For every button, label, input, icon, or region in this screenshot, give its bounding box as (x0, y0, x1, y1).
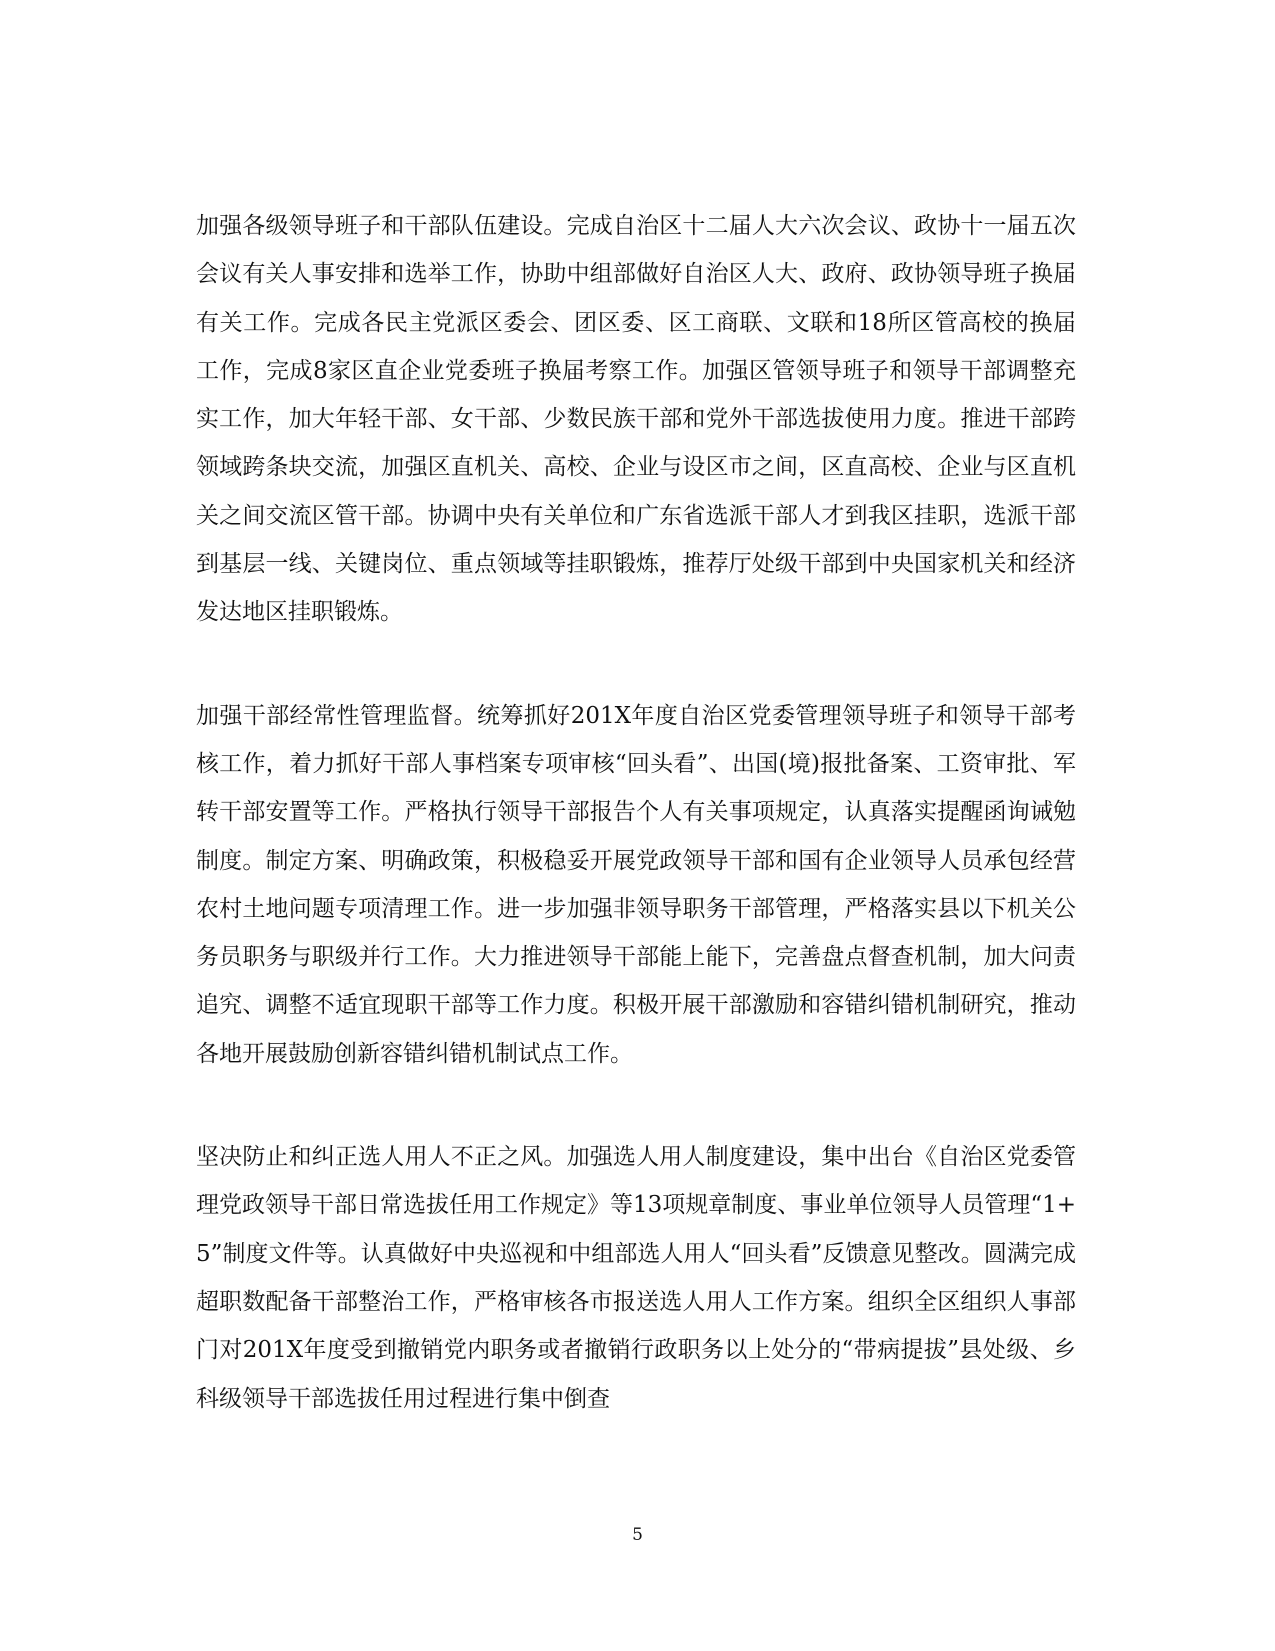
paragraph-selection-misconduct: 坚决防止和纠正选人用人不正之风。加强选人用人制度建设，集中出台《自治区党委管理党政领导干部日常选拔任用工作规定》等13项规章制度、事业单位领导人员管理“1+5”制度文件等。认真做好中央巡视和中组部选人用人“回头看”反馈意见整改。圆满完成超职数配备干部整治工作，严格审核各市报送选人用人工作方案。组织全区组织人事部门对201X年度受到撤销党内职务或者撤销行政职务以上处分的“带病提拔”县处级、乡科级领导干部选拔任用过程进行集中倒查 (196, 1144, 1076, 1412)
page-number: 5 (632, 1525, 643, 1545)
document-body (196, 202, 1076, 1423)
paragraph-cadre-supervision: 加强干部经常性管理监督。统筹抓好201X年度自治区党委管理领导班子和领导干部考核工作，着力抓好干部人事档案专项审核“回头看”、出国(境)报批备案、工资审批、军转干部安置等工作。严格执行领导干部报告个人有关事项规定，认真落实提醒函询诫勉制度。制定方案、明确政策，积极稳妥开展党政领导干部和国有企业领导人员承包经营农村土地问题专项清理工作。进一步加强非领导职务干部管理，严格落实县以下机关公务员职务与职级并行工作。大力推进领导干部能上能下，完善盘点督查机制，加大问责追究、调整不适宜现职干部等工作力度。积极开展干部激励和容错纠错机制研究，推动各地开展鼓励创新容错纠错机制试点工作。 (196, 702, 1076, 1067)
paragraph-cadre-team-building: 加强各级领导班子和干部队伍建设。完成自治区十二届人大六次会议、政协十一届五次会议有关人事安排和选举工作，协助中组部做好自治区人大、政府、政协领导班子换届有关工作。完成各民主党派区委会、团区委、区工商联、文联和18所区管高校的换届工作，完成8家区直企业党委班子换届考察工作。加强区管领导班子和领导干部调整充实工作，加大年轻干部、女干部、少数民族干部和党外干部选拔使用力度。推进干部跨领域跨条块交流，加强区直机关、高校、企业与设区市之间，区直高校、企业与区直机关之间交流区管干部。协调中央有关单位和广东省选派干部人才到我区挂职，选派干部到基层一线、关键岗位、重点领域等挂职锻炼，推荐厅处级干部到中央国家机关和经济发达地区挂职锻炼。 (196, 213, 1076, 626)
